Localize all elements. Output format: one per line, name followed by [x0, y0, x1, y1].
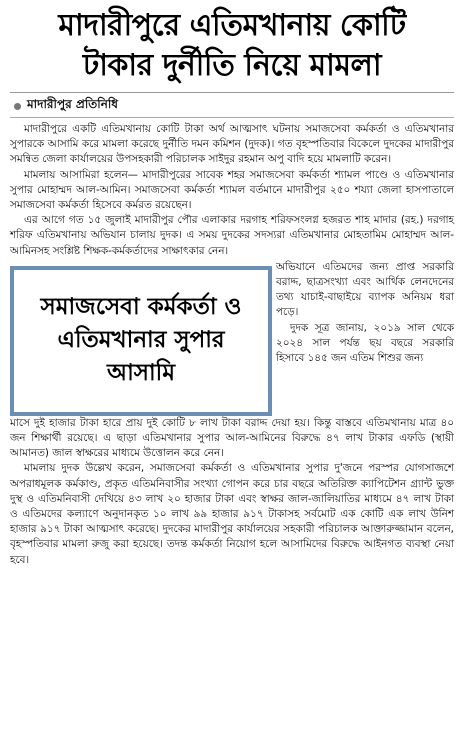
pull-quote-text: সমাজসেবা কর্মকর্তা ও এতিমখানার সুপার আসামি — [40, 294, 242, 387]
headline-line-2: টাকার দুর্নীতি নিয়ে মামলা — [82, 48, 382, 83]
body-paragraph-3: এর আগে গত ১৫ জুলাই মাদারীপুর পৌর এলাকার দরগাহ শরিফসংলগ্ন হজরত শাহ মাদার (রহ.) দরগাহ শরিফ এতিমখানায় অভিযান চালায় দুদক। এ সময় দুদকের সদস্যরা এতিমখানার মোহতামিম মোহাম্মদ আল-আমিনসহ সংশ্লিষ্ট শিক্ষক-কর্মকর্তাদের সাক্ষাৎকার নেন। — [10, 214, 454, 257]
body-paragraph-4: মাসে দুই হাজার টাকা হারে প্রায় দুই কোটি ৮ লাখ টাকা বরাদ্দ দেয়া হয়। কিন্তু বাস্তবে এতিমখানায় মাত্র ৪০ জন শিক্ষার্থী রয়েছে। এ ছাড়া এতিমখানার সুপার আল-আমিনের বিরুদ্ধে ৪৭ লাখ টাকার এফডি (স্থায়ী আমানত) জাল স্বাক্ষরের মাধ্যমে উত্তোলন করে নেন। — [10, 416, 454, 460]
side-paragraph-1: অভিযানে এতিমদের জন্য প্রাপ্ত সরকারি বরাদ্দ, ছাত্রসংখ্যা এবং আর্থিক লেনদেনের তথ্য যাচাই-বাছাইয়ে ব্যাপক অনিয়ম ধরা পড়ে। — [276, 260, 454, 319]
side-paragraph-2: দুদক সূত্র জানায়, ২০১৯ সাল থেকে ২০২৪ সাল পর্যন্ত ছয় বছরে সরকারি হিসাবে ১৪৫ জন এতিম শিশুর জন্য — [276, 321, 454, 365]
pull-quote-section — [10, 260, 454, 416]
headline-divider — [10, 92, 454, 93]
byline-divider — [10, 117, 454, 118]
side-column — [276, 260, 454, 416]
pull-quote-box — [10, 266, 272, 416]
body-paragraph-5: মামলায় দুদক উল্লেখ করেন, সমাজসেবা কর্মকর্তা ও এতিমখানার সুপার দু'জনে পরস্পর যোগসাজশে অপরাধমূলক কর্মকাণ্ড, প্রকৃত এতিমনিবাসীর সংখ্যা গোপন করে চার বছরে অতিরিক্ত ক্যাপিটেশন গ্র্যান্ট ভুক্ত দুস্থ ও এতিমনিবাসী দেখিয়ে ৪৩ লাখ ২০ হাজার টাকা এবং স্বাক্ষর জাল-জালিয়াতির মাধ্যমে ৪৭ লাখ টাকা ও এতিমদের কল্যাণে অনুদানকৃত ১০ লাখ ৯৯ হাজার ৯১৭ টাকাসহ সর্বমোট এক কোটি এক লাখ উনিশ হাজার ৯১৭ টাকা আত্মসাৎ করেছে। দুদকের মাদারীপুর কার্যালয়ের সহকারী পরিচালক আক্তারুজ্জামান বলেন, বৃহস্পতিবার মামলা রুজু করা হয়েছে। তদন্ত কর্মকর্তা নিয়োগ হলে আসামিদের বিরুদ্ধে আইনগত ব্যবস্থা নেয়া হবে। — [10, 462, 454, 566]
headline — [10, 0, 454, 86]
byline-bullet-icon — [14, 103, 21, 110]
byline-text: মাদারীপুর প্রতিনিধি — [27, 97, 119, 111]
headline-line-1: মাদারীপুরে এতিমখানায় কোটি — [58, 8, 406, 43]
byline — [10, 97, 454, 115]
body-paragraph-1: মাদারীপুরে একটি এতিমখানায় কোটি টাকা অর্থ আত্মসাৎ ঘটনায় সমাজসেবা কর্মকর্তা ও এতিমখানার সুপারকে আসামি করে মামলা করেছে দুর্নীতি দমন কমিশন (দুদক)। গত বৃহস্পতিবার বিকেলে দুদকের মাদারীপুর সমন্বিত জেলা কার্যালয়ের উপসহকারী পরিচালক সাইদুর রহমান অপু বাদি হয়ে মামলাটি করেন। — [10, 123, 454, 166]
body-paragraph-2: মামলায় আসামিরা হলেন— মাদারীপুরের সাবেক শহর সমাজসেবা কর্মকর্তা শ্যামল পাণ্ডে ও এতিমখানার সুপার মোহাম্মদ আল-আমিন। সমাজসেবা কর্মকর্তা শ্যামল বর্তমানে মাদারীপুর ২৫০ শয্যা জেলা হাসপাতালে সমাজসেবা কর্মকর্তা হিসেবে কর্মরত রয়েছেন। — [10, 168, 454, 212]
